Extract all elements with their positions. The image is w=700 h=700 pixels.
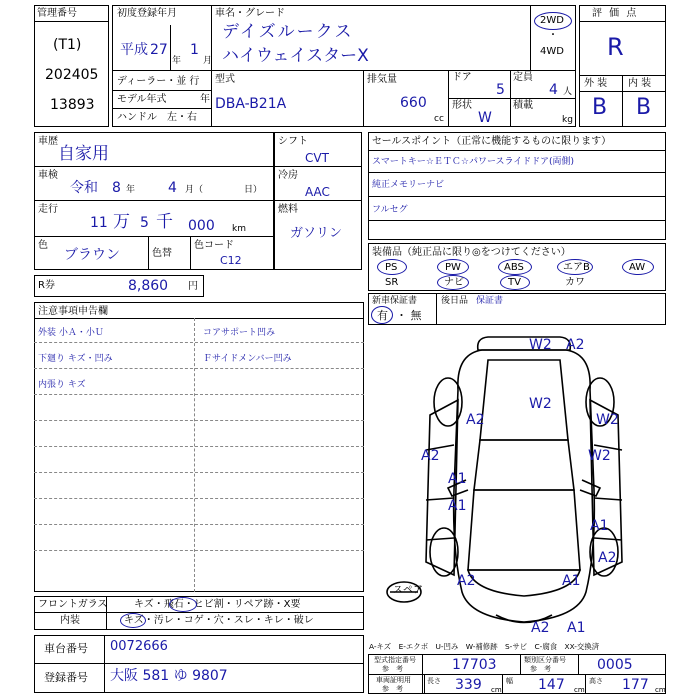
drive-4wd: 4WD: [540, 46, 564, 57]
type-label: 型式: [215, 74, 235, 85]
equip-tv: TV: [508, 277, 521, 288]
color-value: ブラウン: [64, 247, 120, 263]
capacity-label: 定員: [513, 72, 533, 83]
equipment-label: 装備品（純正品に限り◎をつけてください）: [372, 247, 571, 258]
front-glass-value: キズ・飛石・ヒビ割・リペア跡・X要: [134, 599, 301, 610]
mileage-man: 11: [90, 215, 108, 231]
grade-value: R: [607, 33, 624, 61]
interior-value: キズ・汚レ・コゲ・穴・スレ・キレ・破レ: [124, 615, 314, 626]
warranty-yes: 有: [377, 309, 388, 322]
capacity-value: 4: [549, 82, 558, 98]
roof-outline: [480, 360, 568, 440]
length-value: 339: [455, 677, 482, 693]
fuel-label: 燃料: [278, 204, 298, 215]
note-left: 下廻り キズ・凹み: [38, 354, 113, 364]
equip-aw: AW: [629, 262, 646, 273]
width-label: 幅: [506, 677, 513, 685]
handle-label: ハンドル 左・右: [117, 112, 197, 123]
equip-airbag: エアB: [563, 262, 590, 273]
shape-value: W: [478, 110, 492, 126]
spare-label: スペア: [393, 585, 423, 596]
load-label: 積載: [513, 100, 533, 111]
damage-mark: A2: [421, 448, 440, 464]
recycle-label: R券: [38, 280, 55, 291]
type-num-value: 17703: [452, 657, 497, 673]
height-value: 177: [622, 677, 649, 693]
door-label: ドア: [452, 72, 472, 83]
later-label: 後日品: [441, 296, 469, 306]
color-code-value: C12: [220, 254, 242, 267]
interior-label: 内装: [60, 615, 80, 626]
recycle-value: 8,860: [128, 278, 169, 294]
class-value: 0005: [597, 657, 633, 673]
height-label: 高さ: [589, 677, 603, 685]
windshield-outline: [474, 440, 574, 490]
damage-mark: A2: [466, 412, 485, 428]
inspection-year: 8: [112, 180, 121, 196]
inspection-label: 車検: [38, 170, 58, 181]
model-year-label: モデル年式: [117, 94, 167, 105]
damage-mark: A1: [562, 573, 581, 589]
equip-abs: ABS: [504, 262, 524, 273]
recycle-box: [34, 275, 204, 297]
ext-value: B: [592, 95, 608, 120]
note-left: 内張り キズ: [38, 380, 86, 390]
shape-label: 形状: [452, 100, 472, 111]
equip-sr: SR: [385, 277, 399, 288]
damage-mark: A2: [566, 337, 585, 353]
inspection-era: 令和: [70, 180, 98, 196]
damage-mark: A1: [590, 518, 609, 534]
note-left: 外装 小Ａ・小Ｕ: [38, 328, 104, 338]
equip-ps: PS: [385, 262, 398, 273]
first-reg-month: 1: [190, 42, 199, 58]
mileage-sen: 5: [140, 215, 149, 231]
grade-label: 評 価 点: [592, 8, 639, 19]
mgmt-no1: 202405: [45, 67, 99, 83]
warranty-no: ・ 無: [396, 309, 422, 322]
history-label: 車歴: [38, 136, 58, 147]
name-line1: デイズルークス: [222, 22, 354, 42]
ac-value: AAC: [305, 185, 330, 199]
dealer-label: ディーラー・並 行: [117, 76, 200, 87]
sales-point-item: 純正メモリーナビ: [372, 180, 445, 190]
damage-mark: A1: [448, 471, 467, 487]
note-right: コアサポート凹み: [203, 328, 276, 338]
shift-value: CVT: [305, 151, 329, 165]
reg-label: 登録番号: [44, 671, 88, 684]
int-label: 内 装: [628, 78, 652, 89]
ext-label: 外 装: [584, 78, 608, 89]
later-value: 保証書: [476, 296, 504, 306]
displacement-value: 660: [400, 95, 427, 111]
mileage-label: 走行: [38, 204, 58, 215]
displacement-label: 排気量: [367, 74, 397, 85]
damage-mark: A2: [457, 573, 476, 589]
sales-points-label: セールスポイント（正常に機能するものに限ります）: [372, 136, 612, 147]
color-label: 色: [38, 240, 48, 251]
door-value: 5: [496, 82, 505, 98]
mileage-rest: 000: [188, 218, 215, 234]
mgmt-no2: 13893: [50, 97, 95, 113]
notes-box: [34, 302, 364, 592]
shift-label: シフト: [278, 136, 308, 147]
cert-label: 車両証明用: [376, 676, 411, 684]
rear-bumper-outline: [478, 337, 571, 350]
type-value: DBA-B21A: [215, 96, 287, 112]
damage-mark: W2: [596, 412, 619, 428]
length-label: 長さ: [427, 677, 441, 685]
equip-navi: ナビ: [444, 277, 464, 288]
color-code-label: 色コード: [194, 240, 234, 251]
inspection-month: 4: [168, 180, 177, 196]
damage-mark: A2: [531, 620, 550, 636]
int-value: B: [636, 95, 652, 120]
name-label: 車名・グレード: [215, 8, 285, 19]
equip-leather: カワ: [565, 277, 585, 288]
reg-value: 大阪 581 ゆ 9807: [110, 668, 228, 684]
first-reg-year: 27: [150, 42, 168, 58]
damage-mark: A1: [567, 620, 586, 636]
history-value: 自家用: [58, 144, 109, 164]
drive-2wd: 2WD: [540, 15, 564, 26]
sales-point-item: スマートキー☆ＥＴＣ☆パワースライドドア(両側): [372, 157, 574, 167]
note-right: Ｆサイドメンバー凹み: [203, 354, 292, 364]
equip-pw: PW: [445, 262, 461, 273]
warranty-label: 新車保証書: [372, 296, 418, 306]
damage-mark: W2: [588, 448, 611, 464]
fuel-value: ガソリン: [290, 226, 343, 241]
color-change-label: 色替: [152, 248, 172, 259]
damage-mark: A1: [448, 498, 467, 514]
damage-mark: W2: [529, 396, 552, 412]
hood-outline: [468, 490, 580, 570]
first-reg-era: 平成: [120, 42, 148, 58]
damage-legend: A-キズ E-エクボ U-凹み W-補修跡 S-サビ C-腐食 XX-交換済: [369, 642, 600, 651]
notes-label: 注意事項申告欄: [38, 306, 108, 317]
class-label: 類別区分番号: [524, 656, 566, 664]
chassis-value: 0072666: [110, 639, 168, 654]
damage-mark: A2: [598, 550, 617, 566]
chassis-label: 車台番号: [44, 642, 88, 655]
sales-point-item: フルセグ: [372, 205, 408, 215]
name-line2: ハイウェイスターX: [222, 46, 369, 66]
damage-mark: W2: [529, 337, 552, 353]
width-value: 147: [538, 677, 565, 693]
front-glass-label: フロントガラス: [38, 599, 108, 610]
mgmt-no-label: 管理番号: [37, 8, 77, 19]
ac-label: 冷房: [278, 170, 298, 181]
mgmt-prefix: (T1): [53, 37, 82, 53]
type-num-label: 型式指定番号: [374, 656, 416, 664]
first-reg-label: 初度登録年月: [117, 8, 177, 19]
